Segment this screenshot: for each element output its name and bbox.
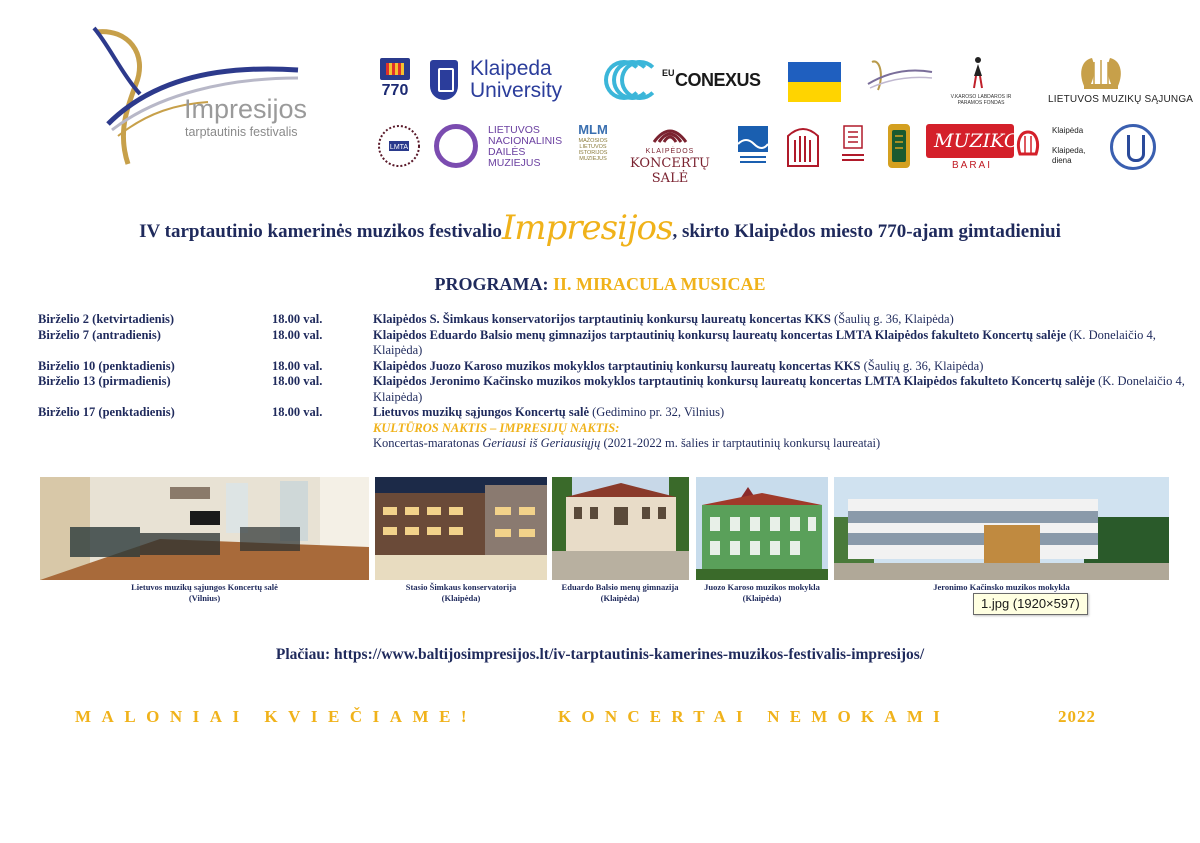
program-place: (K. Donelaičio 4, Klaipėda) [373,374,1185,404]
photo-caption [548,582,692,604]
euconexus-prefix: EU [662,68,675,78]
photo-balsio-gymnasium [552,477,689,580]
partner-770-label: 770 [381,82,409,99]
lndm-line2: NACIONALINIS [488,135,563,147]
photo-caption-line1: Eduardo Balsio menų gimnazija [561,582,679,592]
program-time: 18.00 val. [272,405,323,419]
partner-logo-karoso-fondas [948,56,1014,106]
karoso-school-photo-icon [696,477,828,580]
klaipeda-coat-icon [380,58,410,80]
muzikos-barai-badge [926,124,1033,158]
klaipeda-diena-line3: diena [1052,156,1072,165]
baltijos-impresijos-lyre-icon [862,56,936,96]
lms-name: LIETUVOS MUZIKŲ SĄJUNGA [1048,94,1194,105]
photo-kacinsko-school [834,477,1169,580]
footer-year: 2022 [1058,707,1096,726]
lndm-line3: DAILĖS [488,146,526,158]
photo-caption [375,582,547,604]
program-date: Birželio 7 (antradienis) [38,327,161,342]
partner-karoso-school-logo-icon [886,122,912,170]
photo-caption-line2: (Klaipėda) [441,593,481,603]
partner-logo-lmta [376,122,422,170]
program-description [373,359,1188,375]
program-date: Birželio 17 (penktadienis) [38,405,175,419]
program-description [373,312,1188,328]
program-title: Klaipėdos Jeronimo Kačinsko muzikos mokyklos tarptautinių konkursų laureatų koncertas LMTA Klaipėdos fakulteto Koncertų salėje [373,374,1095,388]
festival-logo-name: Impresijos [184,94,308,124]
lmta-label: LMTA [389,144,409,151]
partner-logo-lms [1048,52,1194,108]
program-date: Birželio 2 (ketvirtadienis) [38,312,175,326]
marathon-before: Koncertas-maratonas [373,436,483,450]
partner-logo-lndm [432,122,563,172]
footer-invite: MALONIAI KVIEČIAME! [75,707,478,726]
concert-hall-photo-icon [40,477,369,580]
more-info-url-link[interactable]: https://www.baltijosimpresijos.lt/iv-tarptautinis-kamerines-muzikos-festivalis-impresijos/ [333,646,925,663]
university-name-line1: Klaipeda [470,57,552,80]
mlm-line3: ISTORIJOS [578,150,608,156]
program-time: 18.00 val. [272,327,323,342]
mlm-mark: MLM [578,122,608,137]
koncertu-sale-line1: KLAIPĖDOS [645,148,695,155]
photo-caption [692,582,832,604]
program-description [373,405,1188,452]
lndm-ring-icon [434,124,478,168]
koncertu-sale-arcs-icon [650,122,690,146]
partner-logo-770 [378,58,412,102]
photo-concert-hall [40,477,369,580]
page-title [0,208,1200,248]
program-place: (Gedimino pr. 32, Vilnius) [589,405,725,419]
more-info-line [0,646,1200,664]
program-heading [0,274,1200,295]
photo-caption-line1: Lietuvos muzikų sąjungos Koncertų salė [131,582,278,592]
balsio-gymnasium-photo-icon [552,477,689,580]
photo-conservatory [375,477,547,580]
program-row [38,359,1188,375]
partner-logo-mlm [570,122,616,174]
mlm-line1: MAŽOSIOS [578,138,608,144]
mlm-line2: LIETUVOS [579,144,607,150]
photo-caption [834,582,1169,593]
lmta-seal-icon [376,122,422,170]
program-date: Birželio 13 (pirmadienis) [38,374,171,388]
program-title: Lietuvos muzikų sąjungos Koncertų salė [373,405,589,419]
program-time: 18.00 val. [272,374,323,388]
photo-caption-line2: (Klaipėda) [742,593,782,603]
partner-logo-euconexus [604,58,764,104]
photo-caption-line2: (Vilnius) [188,593,221,603]
partner-logo-koncertu-sale [614,122,726,186]
lndm-line1: LIETUVOS [488,124,540,136]
more-info-label: Plačiau: [275,646,331,663]
muzikos-barai-line2: BARAI [952,160,993,171]
program-heading-subtitle: II. MIRACULA MUSICAE [552,274,766,294]
muzikos-barai-line1: MUZIKOS [934,130,1033,152]
partner-small-school-logo-icon [840,124,866,170]
page-title-before: IV tarptautinio kamerinės muzikos festivalio [139,221,502,242]
photo-caption-line1: Juozo Karoso muzikos mokykla [704,582,820,592]
program-description [373,328,1188,359]
koncertu-sale-line2: KONCERTŲ SALĖ [629,156,711,186]
university-shield-icon [430,60,458,100]
program-place: (Šaulių g. 36, Klaipėda) [860,358,984,373]
image-tooltip: 1.jpg (1920×597) [973,593,1088,615]
mlm-line4: MUZIEJUS [579,156,607,162]
partner-wave-logo-icon [736,124,770,170]
photo-caption-line1: Stasio Šimkaus konservatorija [405,582,517,592]
program-row [38,374,1188,405]
conductor-figure-icon [970,56,986,90]
page-title-brand: Impresijos [501,208,673,248]
euconexus-name: CONEXUS [675,70,761,90]
ukraine-flag-icon [788,62,841,102]
conservatory-photo-icon [375,477,547,580]
marathon-title: Geriausi iš Geriausiųjų [482,436,601,450]
lms-lyre-icon [1048,52,1154,94]
photo-karoso-school [696,477,828,580]
program-row [38,328,1188,359]
program-row [38,405,1188,452]
karoso-fondas-line1: V.KAROSO LABDAROS IR [950,94,1012,100]
partner-logo-muzikos-barai [926,122,1040,172]
photo-caption-line1: Jeronimo Kačinsko muzikos mokykla [933,582,1070,592]
program-time: 18.00 val. [272,358,323,373]
program-title: Klaipėdos S. Šimkaus konservatorijos tarptautinių konkursų laureatų koncertas KKS [373,312,831,326]
footer-free-concerts: KONCERTAI NEMOKAMI [558,707,950,726]
klaipeda-diena-line1: Klaipėda [1052,126,1084,135]
photo-caption-line2: (Klaipėda) [600,593,640,603]
program-date: Birželio 10 (penktadienis) [38,358,175,373]
program-row [38,312,1188,328]
euconexus-arcs-icon [604,58,656,102]
page-title-after: , skirto Klaipėdos miesto 770-ajam gimtadieniui [672,221,1061,242]
partner-anchor-seal-icon [1110,124,1156,170]
karoso-fondas-line2: PARAMOS FONDAS [957,100,1005,106]
festival-logo [88,24,308,174]
festival-logo-subtitle: tarptautinis festivalis [185,125,298,139]
program-heading-label: PROGRAMA: [434,274,549,294]
program-place: (Šaulių g. 36, Klaipėda) [830,312,954,326]
program-list [38,312,1188,452]
muzikos-barai-lyre-icon [1016,128,1040,158]
program-place: (K. Donelaičio 4, Klaipėda) [373,327,1156,357]
program-title: Klaipėdos Juozo Karoso muzikos mokyklos tarptautinių konkursų laureatų koncertas KKS [373,358,861,373]
partner-logo-klaipeda-diena [1052,126,1096,170]
marathon-after: (2021-2022 m. šalies ir tarptautinių konkursų laureatai) [600,436,881,450]
partner-logo-baltijos-impresijos [862,56,936,106]
program-title: Klaipėdos Eduardo Balsio menų gimnazijos tarptautinių konkursų laureatų koncertas LMTA Klaipėdos fakulteto Koncertų salėje [373,327,1067,342]
klaipeda-diena-line2: Klaipeda, [1052,146,1086,155]
lndm-line4: MUZIEJUS [488,157,541,169]
program-description [373,374,1188,405]
program-time: 18.00 val. [272,312,323,326]
partner-logo-klaipeda-university [430,58,580,106]
university-name-line2: University [470,79,563,102]
partner-organ-logo-icon [784,122,822,170]
kacinsko-school-photo-icon [834,477,1169,580]
culture-night-label: KULTŪROS NAKTIS – IMPRESIJŲ NAKTIS: [373,420,620,435]
photo-caption [40,582,369,604]
